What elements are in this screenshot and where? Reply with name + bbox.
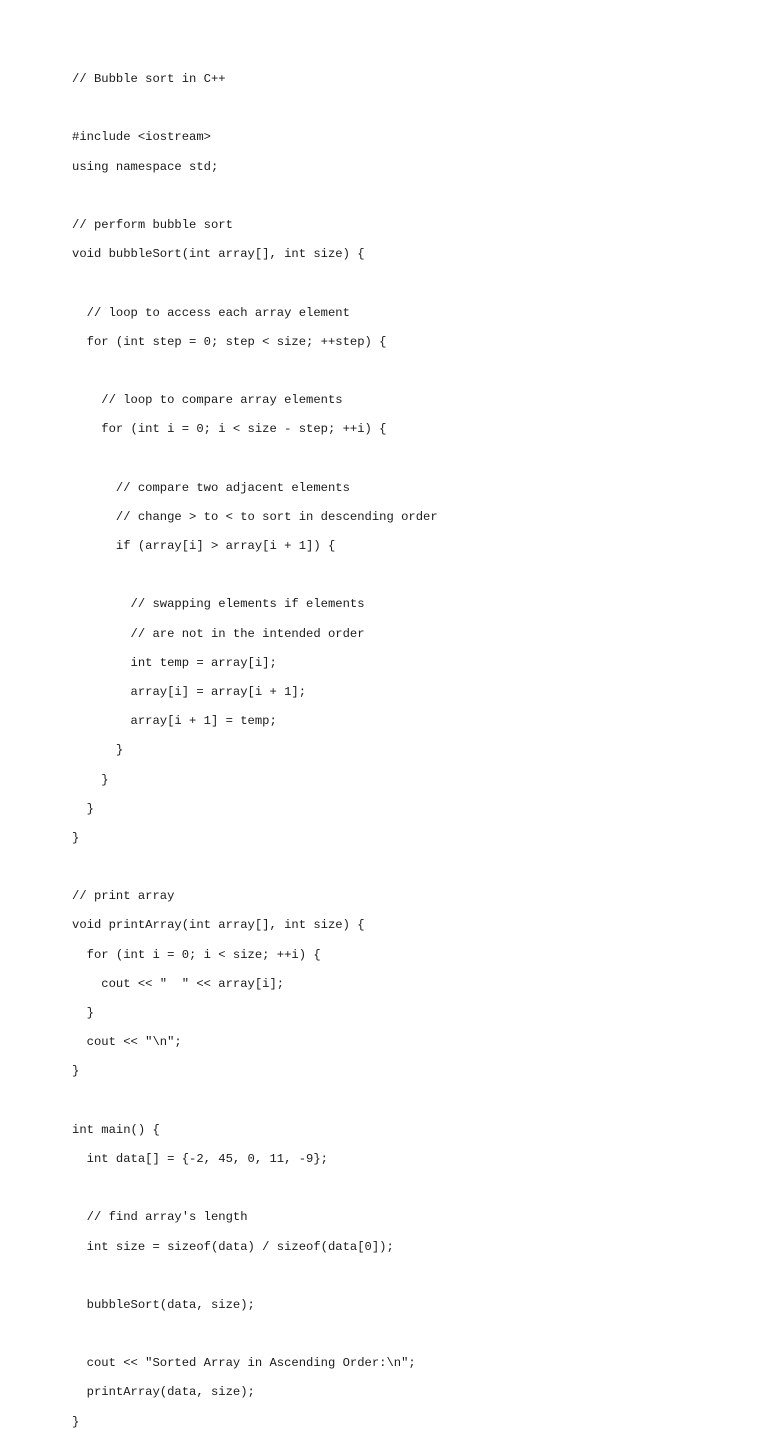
code-line: cout << " " << array[i]; (72, 976, 285, 991)
code-line: // Bubble sort in C++ (72, 72, 226, 86)
code-line: } (72, 1064, 80, 1079)
code-line (72, 1094, 438, 1109)
code-line: array[i + 1] = temp; (72, 714, 277, 729)
code-line: for (int i = 0; i < size; ++i) { (72, 947, 321, 962)
code-line (72, 364, 438, 379)
code-line: // change > to < to sort in descending order (72, 509, 438, 524)
code-line: } (72, 1414, 80, 1429)
code-line: cout << "Sorted Array in Ascending Order:\n"; (72, 1356, 416, 1371)
code-line: } (72, 801, 94, 816)
code-line: int size = sizeof(data) / sizeof(data[0]); (72, 1239, 394, 1254)
code-line: // perform bubble sort (72, 217, 233, 232)
code-line: cout << "\n"; (72, 1035, 182, 1050)
code-line: int temp = array[i]; (72, 655, 277, 670)
code-line (72, 276, 438, 291)
code-line: int main() { (72, 1122, 160, 1137)
code-line: for (int i = 0; i < size - step; ++i) { (72, 422, 387, 437)
code-line: } (72, 1006, 94, 1020)
code-line: using namespace std; (72, 159, 219, 174)
code-listing (72, 72, 438, 1444)
code-line (72, 568, 438, 583)
code-line: // compare two adjacent elements (72, 480, 350, 495)
code-line: // loop to access each array element (72, 305, 350, 320)
code-line: #include <iostream> (72, 130, 211, 145)
code-line: // find array's length (72, 1210, 248, 1225)
code-line: // print array (72, 889, 175, 904)
code-line (72, 1327, 438, 1342)
code-line: } (72, 830, 80, 845)
code-line: // loop to compare array elements (72, 393, 343, 408)
code-line: // are not in the intended order (72, 626, 365, 641)
code-line (72, 101, 438, 116)
code-line: bubbleSort(data, size); (72, 1297, 255, 1312)
code-line (72, 1181, 438, 1196)
code-line (72, 189, 438, 204)
code-line: // swapping elements if elements (72, 597, 365, 612)
code-line: } (72, 772, 109, 787)
code-line: for (int step = 0; step < size; ++step) { (72, 334, 387, 349)
code-line: array[i] = array[i + 1]; (72, 684, 307, 699)
code-line: void printArray(int array[], int size) { (72, 918, 365, 933)
code-line (72, 1269, 438, 1284)
code-line: } (72, 743, 124, 758)
code-line: if (array[i] > array[i + 1]) { (72, 539, 336, 553)
code-line (72, 860, 438, 875)
code-line (72, 451, 438, 466)
code-line: int data[] = {-2, 45, 0, 11, -9}; (72, 1151, 328, 1166)
code-line: void bubbleSort(int array[], int size) { (72, 247, 365, 262)
code-line: printArray(data, size); (72, 1385, 255, 1400)
